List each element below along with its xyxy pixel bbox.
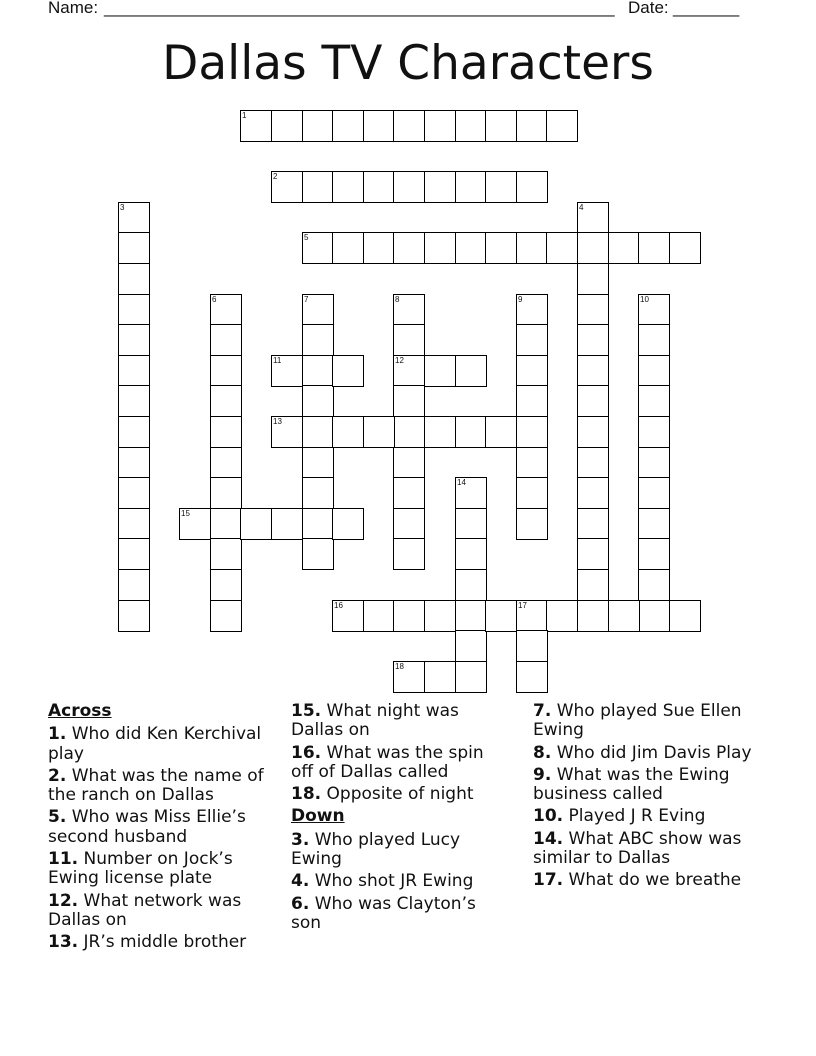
grid-cell[interactable] bbox=[393, 508, 425, 540]
grid-cell[interactable] bbox=[455, 232, 487, 264]
grid-cell[interactable] bbox=[393, 232, 425, 264]
grid-cell[interactable] bbox=[210, 508, 242, 540]
clue-across-16 bbox=[291, 744, 506, 783]
date-blank[interactable]: _______ bbox=[673, 0, 740, 17]
clue-number: 17. bbox=[533, 870, 564, 891]
grid-cell[interactable] bbox=[638, 385, 670, 417]
cell-number: 5 bbox=[304, 233, 309, 242]
clue-number: 18. bbox=[291, 784, 322, 805]
grid-cell[interactable] bbox=[516, 630, 548, 662]
grid-cell[interactable] bbox=[638, 294, 670, 326]
grid-cell[interactable] bbox=[516, 447, 548, 479]
grid-cell[interactable] bbox=[393, 661, 425, 693]
grid-cell[interactable] bbox=[210, 385, 242, 417]
grid-cell[interactable] bbox=[118, 294, 150, 326]
grid-cell[interactable] bbox=[577, 600, 609, 632]
grid-cell[interactable] bbox=[240, 508, 272, 540]
grid-cell[interactable] bbox=[302, 538, 334, 570]
grid-cell[interactable] bbox=[669, 232, 701, 264]
clue-text: Who was Miss Ellie’s second husband bbox=[48, 807, 246, 847]
cell-number: 17 bbox=[518, 601, 527, 610]
grid-cell[interactable] bbox=[118, 263, 150, 295]
grid-cell[interactable] bbox=[210, 569, 242, 601]
grid-cell[interactable] bbox=[302, 385, 334, 417]
clue-text: JR’s middle brother bbox=[83, 932, 247, 953]
cell-number: 8 bbox=[395, 295, 400, 304]
grid-cell[interactable] bbox=[332, 355, 364, 387]
clues-column-1 bbox=[48, 702, 278, 956]
grid-cell[interactable] bbox=[516, 294, 548, 326]
grid-cell[interactable] bbox=[393, 447, 425, 479]
cell-number: 18 bbox=[395, 662, 404, 671]
name-label: Name: bbox=[48, 0, 99, 17]
grid-cell[interactable] bbox=[638, 416, 670, 448]
grid-cell[interactable] bbox=[210, 477, 242, 509]
grid-cell[interactable] bbox=[577, 508, 609, 540]
grid-cell[interactable] bbox=[302, 232, 334, 264]
clue-text: Who played Sue Ellen Ewing bbox=[533, 701, 742, 741]
grid-cell[interactable] bbox=[332, 232, 364, 264]
grid-cell[interactable] bbox=[179, 508, 211, 540]
clue-text: What was the spin off of Dallas called bbox=[291, 742, 484, 782]
grid-cell[interactable] bbox=[302, 477, 334, 509]
grid-cell[interactable] bbox=[516, 171, 548, 203]
grid-cell[interactable] bbox=[455, 630, 487, 662]
cell-number: 7 bbox=[304, 295, 309, 304]
grid-cell[interactable] bbox=[210, 324, 242, 356]
grid-cell[interactable] bbox=[577, 355, 609, 387]
clue-down-17 bbox=[533, 871, 768, 890]
grid-cell[interactable] bbox=[485, 171, 517, 203]
grid-cell[interactable] bbox=[332, 600, 364, 632]
grid-cell[interactable] bbox=[210, 294, 242, 326]
clue-number: 1. bbox=[48, 724, 67, 745]
grid-cell[interactable] bbox=[393, 294, 425, 326]
clue-number: 12. bbox=[48, 890, 79, 911]
grid-cell[interactable] bbox=[516, 110, 548, 142]
grid-cell[interactable] bbox=[363, 232, 395, 264]
grid-cell[interactable] bbox=[363, 171, 395, 203]
clue-down-9 bbox=[533, 766, 768, 805]
clue-across-5 bbox=[48, 808, 278, 847]
grid-cell[interactable] bbox=[118, 232, 150, 264]
clue-text: What was the Ewing business called bbox=[533, 764, 730, 805]
clue-down-4 bbox=[291, 872, 506, 891]
grid-cell[interactable] bbox=[393, 416, 425, 448]
grid-cell[interactable] bbox=[118, 385, 150, 417]
grid-cell[interactable] bbox=[424, 355, 456, 387]
clue-number: 8. bbox=[533, 742, 552, 763]
cell-number: 9 bbox=[518, 295, 523, 304]
grid-cell[interactable] bbox=[638, 538, 670, 570]
clue-across-12 bbox=[48, 892, 278, 931]
grid-cell[interactable] bbox=[455, 110, 487, 142]
clue-number: 11. bbox=[48, 849, 79, 870]
clue-text: What network was Dallas on bbox=[48, 890, 242, 930]
clue-number: 4. bbox=[291, 871, 310, 892]
grid-cell[interactable] bbox=[577, 447, 609, 479]
clue-number: 15. bbox=[291, 701, 322, 721]
clue-text: What night was Dallas on bbox=[291, 701, 459, 741]
grid-cell[interactable] bbox=[210, 447, 242, 479]
clue-down-10 bbox=[533, 807, 768, 826]
grid-cell[interactable] bbox=[638, 324, 670, 356]
grid-cell[interactable] bbox=[302, 110, 334, 142]
grid-cell[interactable] bbox=[638, 569, 670, 601]
clues-column-3 bbox=[533, 702, 768, 894]
clue-text: Played J R Eving bbox=[568, 806, 706, 827]
clue-number: 6. bbox=[291, 893, 310, 914]
grid-cell[interactable] bbox=[516, 477, 548, 509]
grid-cell[interactable] bbox=[302, 171, 334, 203]
grid-cell[interactable] bbox=[332, 110, 364, 142]
cell-number: 3 bbox=[120, 203, 125, 212]
date-label: Date: bbox=[628, 0, 669, 17]
grid-cell[interactable] bbox=[577, 232, 609, 264]
grid-cell[interactable] bbox=[424, 416, 456, 448]
grid-cell[interactable] bbox=[271, 508, 303, 540]
grid-cell[interactable] bbox=[577, 202, 609, 234]
clue-text: Opposite of night bbox=[326, 784, 474, 805]
page-title: Dallas TV Characters bbox=[162, 36, 654, 91]
clue-across-1 bbox=[48, 725, 278, 764]
grid-cell[interactable] bbox=[302, 294, 334, 326]
cell-number: 2 bbox=[273, 172, 278, 181]
clue-down-14 bbox=[533, 830, 768, 869]
cell-number: 12 bbox=[395, 356, 404, 365]
grid-cell[interactable] bbox=[546, 232, 578, 264]
clue-across-11 bbox=[48, 850, 278, 889]
grid-cell[interactable] bbox=[118, 416, 150, 448]
grid-cell[interactable] bbox=[455, 171, 487, 203]
grid-cell[interactable] bbox=[393, 171, 425, 203]
grid-cell[interactable] bbox=[332, 171, 364, 203]
grid-cell[interactable] bbox=[302, 447, 334, 479]
grid-cell[interactable] bbox=[577, 294, 609, 326]
grid-cell[interactable] bbox=[455, 416, 487, 448]
grid-cell[interactable] bbox=[271, 110, 303, 142]
grid-cell[interactable] bbox=[240, 110, 272, 142]
grid-cell[interactable] bbox=[118, 508, 150, 540]
grid-cell[interactable] bbox=[669, 600, 701, 632]
grid-cell[interactable] bbox=[210, 600, 242, 632]
grid-cell[interactable] bbox=[424, 232, 456, 264]
grid-cell[interactable] bbox=[577, 263, 609, 295]
grid-cell[interactable] bbox=[210, 538, 242, 570]
grid-cell[interactable] bbox=[118, 202, 150, 234]
grid-cell[interactable] bbox=[271, 355, 303, 387]
clue-text: Who was Clayton’s son bbox=[291, 893, 476, 933]
grid-cell[interactable] bbox=[638, 600, 670, 632]
clue-number: 9. bbox=[533, 764, 552, 785]
grid-cell[interactable] bbox=[577, 477, 609, 509]
grid-cell[interactable] bbox=[577, 538, 609, 570]
grid-cell[interactable] bbox=[485, 232, 517, 264]
cell-number: 16 bbox=[334, 601, 343, 610]
grid-cell[interactable] bbox=[393, 355, 425, 387]
grid-cell[interactable] bbox=[118, 355, 150, 387]
grid-cell[interactable] bbox=[393, 324, 425, 356]
grid-cell[interactable] bbox=[363, 600, 395, 632]
cell-number: 1 bbox=[242, 111, 247, 120]
grid-cell[interactable] bbox=[455, 569, 487, 601]
clue-number: 7. bbox=[533, 701, 552, 721]
clue-across-2 bbox=[48, 767, 278, 806]
grid-cell[interactable] bbox=[516, 416, 548, 448]
grid-cell[interactable] bbox=[485, 600, 517, 632]
grid-cell[interactable] bbox=[302, 416, 334, 448]
grid-cell[interactable] bbox=[302, 324, 334, 356]
cell-number: 13 bbox=[273, 417, 282, 426]
grid-cell[interactable] bbox=[424, 110, 456, 142]
grid-cell[interactable] bbox=[210, 355, 242, 387]
cell-number: 15 bbox=[181, 509, 190, 518]
grid-cell[interactable] bbox=[516, 600, 548, 632]
grid-cell[interactable] bbox=[424, 171, 456, 203]
grid-cell[interactable] bbox=[608, 600, 640, 632]
clue-down-3 bbox=[291, 831, 506, 870]
grid-cell[interactable] bbox=[332, 508, 364, 540]
grid-cell[interactable] bbox=[638, 508, 670, 540]
clue-across-13 bbox=[48, 933, 278, 952]
grid-cell[interactable] bbox=[271, 171, 303, 203]
clue-number: 16. bbox=[291, 742, 322, 763]
clue-text: Who played Lucy Ewing bbox=[291, 829, 461, 870]
grid-cell[interactable] bbox=[393, 385, 425, 417]
name-blank[interactable]: ______________________________________________________ bbox=[104, 0, 615, 17]
grid-cell[interactable] bbox=[638, 355, 670, 387]
grid-cell[interactable] bbox=[546, 600, 578, 632]
cell-number: 11 bbox=[273, 356, 282, 365]
down-heading: Down bbox=[291, 806, 345, 827]
clues-column-2 bbox=[291, 702, 506, 936]
grid-cell[interactable] bbox=[455, 355, 487, 387]
clue-number: 10. bbox=[533, 806, 564, 827]
clue-text: What ABC show was similar to Dallas bbox=[533, 828, 742, 869]
grid-cell[interactable] bbox=[455, 538, 487, 570]
cell-number: 14 bbox=[457, 478, 466, 487]
grid-cell[interactable] bbox=[516, 385, 548, 417]
cell-number: 4 bbox=[579, 203, 584, 212]
grid-cell[interactable] bbox=[118, 569, 150, 601]
grid-cell[interactable] bbox=[455, 477, 487, 509]
grid-cell[interactable] bbox=[118, 324, 150, 356]
cell-number: 6 bbox=[212, 295, 217, 304]
clue-number: 3. bbox=[291, 829, 310, 850]
grid-cell[interactable] bbox=[485, 110, 517, 142]
grid-cell[interactable] bbox=[638, 477, 670, 509]
grid-cell[interactable] bbox=[118, 538, 150, 570]
grid-cell[interactable] bbox=[638, 232, 670, 264]
grid-cell[interactable] bbox=[638, 447, 670, 479]
grid-cell[interactable] bbox=[271, 416, 303, 448]
grid-cell[interactable] bbox=[516, 508, 548, 540]
clue-down-8 bbox=[533, 744, 768, 763]
clue-text: Who did Jim Davis Play bbox=[556, 742, 752, 763]
clue-across-15 bbox=[291, 702, 506, 741]
clue-down-6 bbox=[291, 895, 506, 934]
grid-cell[interactable] bbox=[516, 232, 548, 264]
grid-cell[interactable] bbox=[608, 232, 640, 264]
clue-number: 2. bbox=[48, 765, 67, 786]
clue-number: 14. bbox=[533, 828, 564, 849]
grid-cell[interactable] bbox=[546, 110, 578, 142]
clue-down-7 bbox=[533, 702, 768, 741]
cell-number: 10 bbox=[640, 295, 649, 304]
grid-cell[interactable] bbox=[577, 385, 609, 417]
across-heading: Across bbox=[48, 701, 112, 721]
grid-cell[interactable] bbox=[332, 416, 364, 448]
grid-cell[interactable] bbox=[577, 416, 609, 448]
grid-cell[interactable] bbox=[302, 355, 334, 387]
grid-cell[interactable] bbox=[118, 477, 150, 509]
grid-cell[interactable] bbox=[118, 447, 150, 479]
grid-cell[interactable] bbox=[363, 110, 395, 142]
grid-cell[interactable] bbox=[393, 477, 425, 509]
clue-text: Who shot JR Ewing bbox=[314, 871, 474, 892]
clue-number: 5. bbox=[48, 807, 67, 828]
clue-text: Number on Jock’s Ewing license plate bbox=[48, 849, 233, 889]
grid-cell[interactable] bbox=[302, 508, 334, 540]
grid-cell[interactable] bbox=[577, 324, 609, 356]
grid-cell[interactable] bbox=[393, 600, 425, 632]
grid-cell[interactable] bbox=[516, 661, 548, 693]
grid-cell[interactable] bbox=[516, 355, 548, 387]
grid-cell[interactable] bbox=[455, 508, 487, 540]
grid-cell[interactable] bbox=[210, 416, 242, 448]
grid-cell[interactable] bbox=[118, 600, 150, 632]
grid-cell[interactable] bbox=[516, 324, 548, 356]
grid-cell[interactable] bbox=[455, 600, 487, 632]
grid-cell[interactable] bbox=[393, 110, 425, 142]
grid-cell[interactable] bbox=[577, 569, 609, 601]
clue-number: 13. bbox=[48, 932, 79, 953]
grid-cell[interactable] bbox=[393, 538, 425, 570]
grid-cell[interactable] bbox=[424, 600, 456, 632]
grid-cell[interactable] bbox=[363, 416, 395, 448]
grid-cell[interactable] bbox=[485, 416, 517, 448]
grid-cell[interactable] bbox=[455, 661, 487, 693]
clue-text: What was the name of the ranch on Dallas bbox=[48, 765, 264, 806]
clue-text: Who did Ken Kerchival play bbox=[48, 724, 262, 764]
clue-text: What do we breathe bbox=[568, 870, 742, 891]
clue-across-18 bbox=[291, 785, 506, 804]
grid-cell[interactable] bbox=[424, 661, 456, 693]
